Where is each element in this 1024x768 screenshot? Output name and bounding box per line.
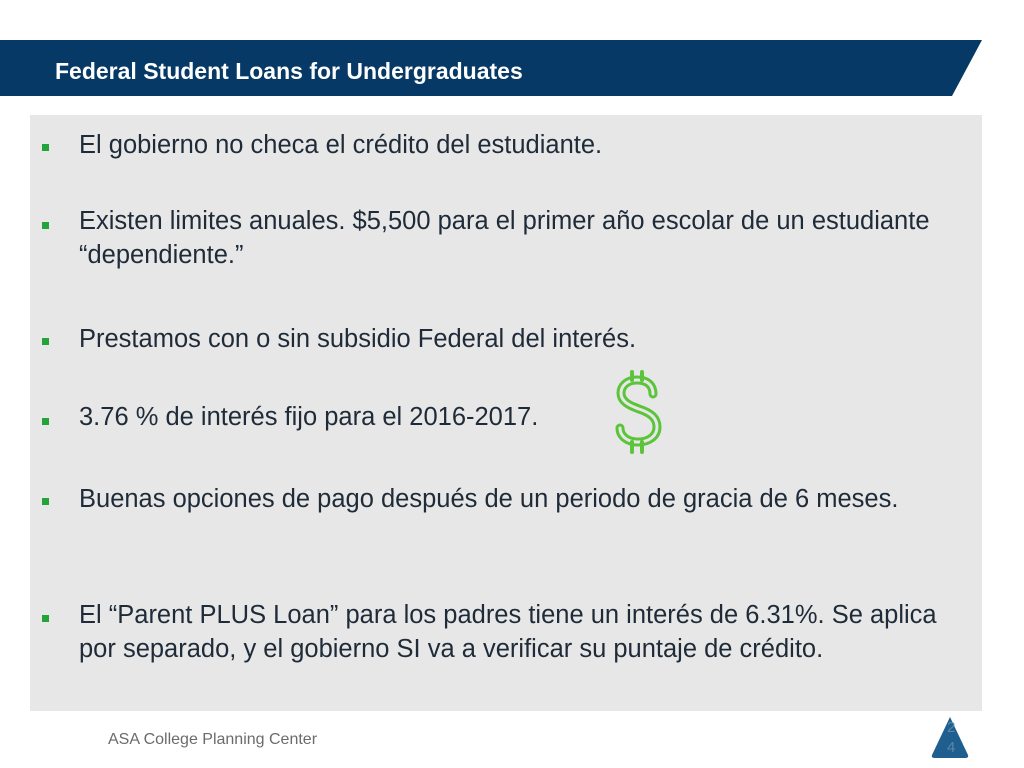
bullet-list — [30, 115, 982, 711]
square-bullet-icon — [42, 615, 49, 622]
bullet-text: Existen limites anuales. $5,500 para el primer año escolar de un estudiante “dependiente.” — [79, 207, 930, 269]
bullet-text: Prestamos con o sin subsidio Federal del interés. — [79, 325, 637, 353]
page-number: 24 — [947, 719, 956, 756]
square-bullet-icon — [42, 222, 49, 229]
bullet-text: 3.76 % de interés fijo para el 2016-2017. — [79, 403, 539, 431]
square-bullet-icon — [42, 144, 49, 151]
bullet-text: El “Parent PLUS Loan” para los padres tiene un interés de 6.31%. Se aplica por separado, y el gobierno SI va a verificar su puntaje de crédito. — [79, 601, 937, 663]
slide-title: Federal Student Loans for Undergraduates — [55, 58, 523, 84]
footer-text: ASA College Planning Center — [108, 731, 318, 748]
square-bullet-icon — [42, 338, 49, 345]
square-bullet-icon — [42, 498, 49, 505]
bullet-text: El gobierno no checa el crédito del estudiante. — [79, 131, 603, 159]
dollar-sign-icon — [615, 370, 663, 461]
bullet-text: Buenas opciones de pago después de un periodo de gracia de 6 meses. — [79, 485, 899, 513]
content-panel — [30, 115, 982, 711]
square-bullet-icon — [42, 418, 49, 425]
title-bar — [0, 40, 982, 96]
